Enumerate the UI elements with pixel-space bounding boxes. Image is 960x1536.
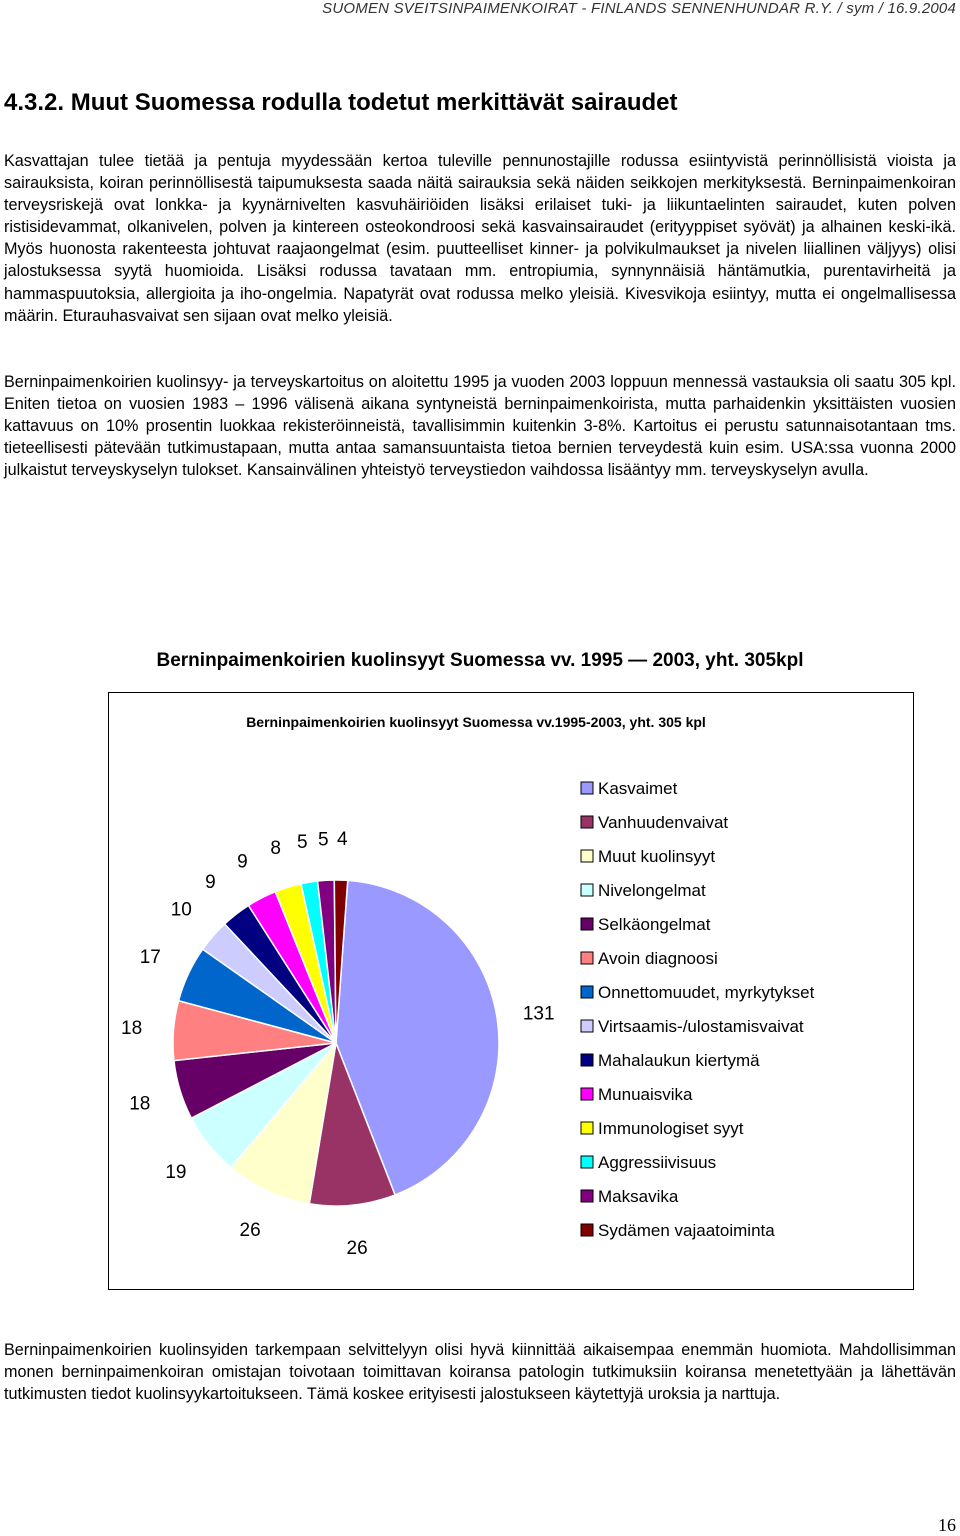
legend-swatch xyxy=(581,850,593,862)
pie-data-label: 26 xyxy=(239,1220,261,1242)
legend-swatch xyxy=(581,816,593,828)
pie-data-label: 10 xyxy=(170,899,192,921)
legend-label: Muut kuolinsyyt xyxy=(598,847,716,866)
legend-swatch xyxy=(581,952,593,964)
legend-label: Maksavika xyxy=(598,1187,679,1206)
pie-data-label: 8 xyxy=(270,838,281,860)
legend-label: Immunologiset syyt xyxy=(598,1119,744,1138)
legend-swatch xyxy=(581,918,593,930)
legend-label: Mahalaukun kiertymä xyxy=(598,1051,760,1070)
legend-label: Virtsaamis-/ulostamisvaivat xyxy=(598,1017,804,1036)
legend-label: Onnettomuudet, myrkytykset xyxy=(598,983,815,1002)
pie-data-label: 4 xyxy=(337,829,348,851)
legend-swatch xyxy=(581,1190,593,1202)
legend-swatch xyxy=(581,1088,593,1100)
pie-data-label: 131 xyxy=(522,1003,555,1025)
chart-heading: Berninpaimenkoirien kuolinsyyt Suomessa vv. 1995 — 2003, yht. 305kpl xyxy=(156,650,804,671)
legend-swatch xyxy=(581,1156,593,1168)
paragraph-survey: Berninpaimenkoirien kuolinsyy- ja terveyskartoitus on aloitettu 1995 ja vuoden 2003 loppuun mennessä vastauksia oli saatu 305 kpl. Eniten tietoa on vuosien 1983 – 1996 välisenä aikana syntyneistä berninpaimenkoirista, mutta parhaidenkin yksittäisten vuosien kattavuus on 10% prosentin luokkaa rekisteröinneistä, tavallisimmin kuitenkin 3-8%. Kartoitus ei perustu satunnaisotantaan tms. tieteellisesti pätevään tutkimustapaan, mutta antaa samansuuntaista tietoa bernien terveydestä kuin esim. USA:ssa vuonna 2000 julkaistut terveyskyselyn tulokset. Kansainvälinen yhteistyö terveystiedon vaihdossa lisääntyy mm. terveyskyselyn avulla. xyxy=(4,373,956,480)
pie-chart-frame xyxy=(108,692,914,1290)
legend-label: Vanhuudenvaivat xyxy=(598,813,729,832)
legend-swatch xyxy=(581,1224,593,1236)
page-number: 16 xyxy=(938,1515,956,1535)
pie-data-label: 18 xyxy=(121,1018,143,1040)
legend-swatch xyxy=(581,986,593,998)
legend-label: Kasvaimet xyxy=(598,779,678,798)
legend-swatch xyxy=(581,1020,593,1032)
legend-swatch xyxy=(581,1122,593,1134)
pie-data-label: 9 xyxy=(205,872,216,893)
legend-swatch xyxy=(581,782,593,794)
legend-label: Munuaisvika xyxy=(598,1085,693,1104)
paragraph-health-risks: Kasvattajan tulee tietää ja pentuja myydessään kertoa tuleville pennunostajille rodussa esiintyvistä perinnöllisistä vioista ja sairauksista, koiran perinnöllisestä taipumuksesta saada näitä sairauksia sekä näiden seikkojen merkityksestä. Berninpaimenkoiran terveysriskejä ovat lonkka- ja kyynärnivelten kasvuhäiriöiden lisäksi erilaiset tuki- ja liikuntaelinten sairaudet, kuten polven ristisidevammat, olkanivelen, polven ja kintereen osteokondroosi sekä kasvainsairaudet (erityyppiset syövät) ja alhainen keski-ikä. Myös huonosta rakenteesta johtuvat raajaongelmat (esim. puutteelliset kinner- ja polvikulmaukset ja nivelen liiallinen väljyys) olisi jalostuksessa syytä huomioida. Lisäksi rodussa tavataan mm. entropiumia, synnynnäisiä häntämutkia, purentavirheitä ja hammaspuutoksia, allergioita ja iho-ongelmia. Napatyrät ovat rodussa melko yleisiä. Kivesvikoja esiintyy, mutta ei ongelmallisessa määrin. Eturauhasvaivat sen sijaan ovat melko yleisiä. xyxy=(4,152,956,325)
legend-swatch xyxy=(581,1054,593,1066)
section-title: 4.3.2. Muut Suomessa rodulla todetut merkittävät sairaudet xyxy=(4,89,678,116)
pie-data-label: 5 xyxy=(297,831,308,853)
legend-label: Sydämen vajaatoiminta xyxy=(598,1221,775,1240)
pie-slices xyxy=(170,880,499,1206)
legend-swatch xyxy=(581,884,593,896)
pie-data-label: 5 xyxy=(318,829,329,851)
chart-title: Berninpaimenkoirien kuolinsyyt Suomessa vv.1995-2003, yht. 305 kpl xyxy=(246,714,706,730)
legend-label: Selkäongelmat xyxy=(598,915,711,934)
legend-label: Aggressiivisuus xyxy=(598,1153,717,1172)
pie-data-label: 26 xyxy=(346,1237,368,1259)
pie-chart xyxy=(109,693,913,1289)
chart-legend xyxy=(581,779,815,1240)
pie-data-label: 18 xyxy=(129,1093,151,1115)
paragraph-recommendation: Berninpaimenkoirien kuolinsyiden tarkempaan selvittelyyn olisi hyvä kiinnittää aikaisempaa enemmän huomiota. Mahdollisimman monen berninpaimenkoiran omistajan toivotaan toimittavan koiransa patologin tutkimuksiin koiransa menetettyään ja lähettävän tutkimusten tiedot kuolinsyykartoitukseen. Tämä koskee erityisesti jalostukseen käytettyjä uroksia ja narttuja. xyxy=(4,1341,956,1404)
legend-label: Nivelongelmat xyxy=(598,881,706,900)
pie-data-label: 17 xyxy=(139,947,161,969)
legend-label: Avoin diagnoosi xyxy=(598,949,718,968)
pie-data-label: 9 xyxy=(237,851,248,873)
running-header: SUOMEN SVEITSINPAIMENKOIRAT - FINLANDS SENNENHUNDAR R.Y. / sym / 16.9.2004 xyxy=(322,0,956,17)
pie-data-label: 19 xyxy=(165,1162,187,1184)
